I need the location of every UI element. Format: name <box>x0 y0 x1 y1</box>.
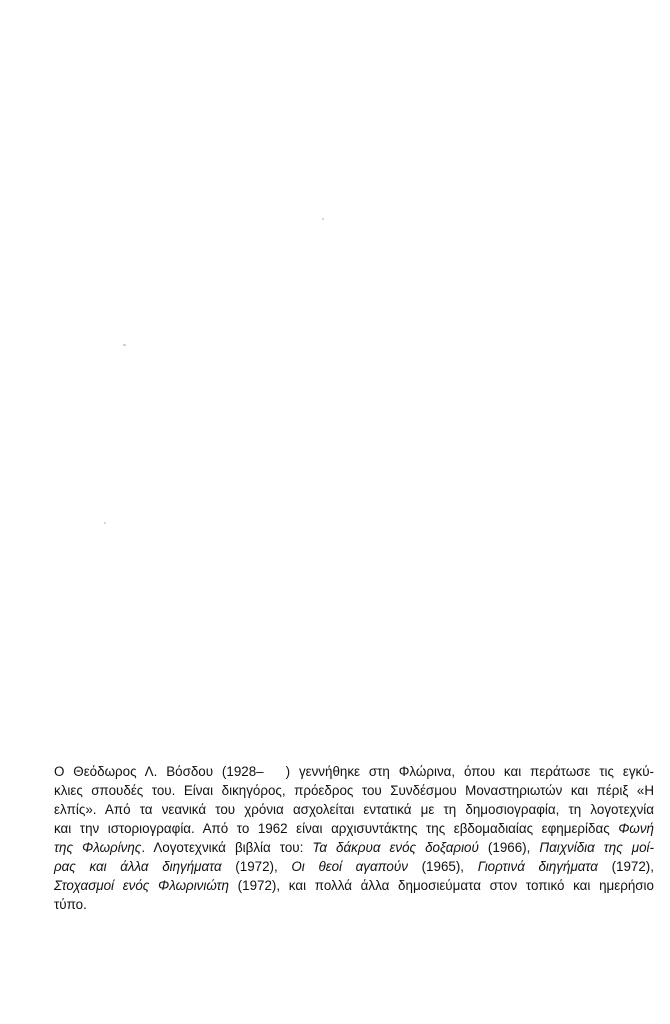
bio-text: ) γεννήθηκε στη Φλώρινα, όπου και περάτωσε τις εγκύ- <box>285 764 654 779</box>
book-year: (1972), <box>235 859 278 874</box>
book-year: (1965), <box>421 859 465 874</box>
bio-line-7 <box>54 876 654 895</box>
book-year: (1966), <box>487 840 531 855</box>
book-title: Παιχνίδια της μοί- <box>539 840 654 855</box>
bio-text: και την ιστοριογραφία. Από το 1962 είναι αρχισυντάκτης της εβδομαδιαίας εφημερίδας <box>54 821 610 836</box>
bio-line-3: ελπίς». Από τα νεανικά του χρόνια ασχολείται εντατικά με τη δημοσιογραφία, τη λογοτεχνία <box>54 802 654 817</box>
bio-line-4 <box>54 819 654 838</box>
author-biography <box>54 762 654 914</box>
bio-line-8: τύπο. <box>54 897 87 912</box>
bio-text: . Λογοτεχνικά βιβλία του: <box>141 840 304 855</box>
book-year: (1972), <box>611 859 654 874</box>
book-title: Τα δάκρυα ενός δοξαριού <box>312 840 479 855</box>
newspaper-title: Φωνή <box>618 821 654 836</box>
bio-line-1 <box>54 762 654 781</box>
bio-text: Ο Θεόδωρος Λ. Βόσδου (1928– <box>54 764 264 779</box>
book-title: Στοχασμοί ενός Φλωρινιώτη <box>54 878 229 893</box>
scan-speck <box>322 218 324 220</box>
book-title: Γιορτινά διηγήματα <box>477 859 598 874</box>
bio-line-5 <box>54 838 654 857</box>
bio-line-2: κλιες σπουδές του. Είναι δικηγόρος, πρόεδρος του Συνδέσμου Μοναστηριωτών και πέριξ «Η <box>54 783 654 798</box>
book-title: ρας και άλλα διηγήματα <box>54 859 222 874</box>
book-title: Οι θεοί αγαπούν <box>291 859 408 874</box>
bio-line-6 <box>54 857 654 876</box>
scan-speck <box>123 344 126 346</box>
bio-text: (1972), και πολλά άλλα δημοσιεύματα στον τοπικό και ημερήσιο <box>237 878 654 893</box>
scan-speck <box>104 522 106 524</box>
newspaper-title: της Φλωρίνης <box>54 840 142 855</box>
